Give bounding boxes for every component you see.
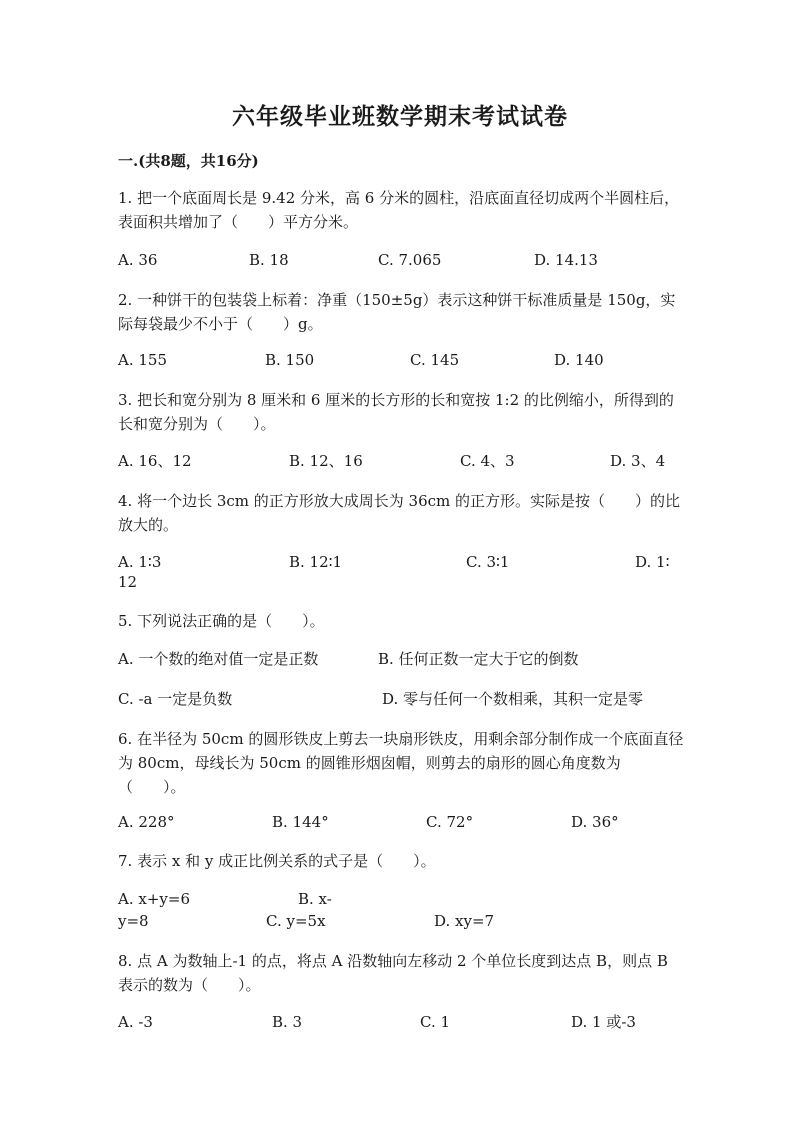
q1-option-a: A. 36 (118, 251, 158, 269)
question-2: 2. 一种饼干的包装袋上标着：净重（150±5g）表示这种饼干标准质量是 150g，实际每袋最少不小于（ ）g。 (118, 291, 676, 333)
section-heading: 一.(共8题，共16分) (118, 152, 259, 170)
q1-option-d: D. 14.13 (534, 251, 598, 269)
question-5: 5. 下列说法正确的是（ ）。 (118, 612, 325, 630)
q4-option-a: A. 1∶3 (118, 553, 162, 571)
question-3: 3. 把长和宽分别为 8 厘米和 6 厘米的长方形的长和宽按 1:2 的比例缩小，所得到的长和宽分别为（ ）。 (118, 391, 674, 433)
q8-option-c: C. 1 (420, 1013, 451, 1031)
q7-option-d: D. xy=7 (434, 912, 495, 930)
question-7: 7. 表示 x 和 y 成正比例关系的式子是（ ）。 (118, 852, 436, 870)
q7-option-b-cont: y=8 (118, 912, 149, 930)
q4-option-d-cont: 12 (118, 573, 138, 591)
question-4: 4. 将一个边长 3cm 的正方形放大成周长为 36cm 的正方形。实际是按（ ）的比放大的。 (118, 492, 681, 534)
q7-option-c: C. y=5x (266, 912, 326, 930)
question-8: 8. 点 A 为数轴上-1 的点，将点 A 沿数轴向左移动 2 个单位长度到达点 B，则点 B 表示的数为（ ）。 (118, 952, 668, 994)
exam-title: 六年级毕业班数学期末考试试卷 (232, 103, 568, 130)
q1-option-c: C. 7.065 (378, 251, 442, 269)
q2-option-a: A. 155 (118, 351, 167, 369)
q4-option-c: C. 3∶1 (466, 553, 510, 571)
q4-option-d: D. 1∶ (635, 553, 670, 571)
q1-option-b: B. 18 (249, 251, 289, 269)
q5-option-b: B. 任何正数一定大于它的倒数 (378, 650, 579, 668)
q7-option-b: B. x- (298, 890, 332, 908)
q7-option-a: A. x+y=6 (118, 890, 190, 908)
q2-option-c: C. 145 (410, 351, 460, 369)
q4-option-b: B. 12∶1 (289, 553, 343, 571)
q6-option-c: C. 72° (426, 813, 474, 831)
q2-option-d: D. 140 (554, 351, 604, 369)
question-6: 6. 在半径为 50cm 的圆形铁皮上剪去一块扇形铁皮，用剩余部分制作成一个底面直径为 80cm，母线长为 50cm 的圆锥形烟囱帽，则剪去的扇形的圆心角度数为（ ）。 (118, 730, 684, 796)
q2-option-b: B. 150 (265, 351, 315, 369)
q3-option-c: C. 4、3 (460, 452, 515, 470)
q8-option-a: A. -3 (118, 1013, 153, 1031)
q6-option-a: A. 228° (118, 813, 175, 831)
q3-option-d: D. 3、4 (610, 452, 666, 470)
q6-option-d: D. 36° (571, 813, 619, 831)
q8-option-d: D. 1 或-3 (571, 1013, 636, 1031)
q8-option-b: B. 3 (272, 1013, 303, 1031)
q6-option-b: B. 144° (272, 813, 329, 831)
q3-option-a: A. 16、12 (118, 452, 192, 470)
q3-option-b: B. 12、16 (289, 452, 363, 470)
q5-option-a: A. 一个数的绝对值一定是正数 (118, 650, 319, 668)
question-1: 1. 把一个底面周长是 9.42 分米，高 6 分米的圆柱，沿底面直径切成两个半圆柱后，表面积共增加了（ ）平方分米。 (118, 189, 680, 231)
q5-option-d: D. 零与任何一个数相乘，其积一定是零 (382, 690, 644, 708)
q5-option-c: C. -a 一定是负数 (118, 690, 233, 708)
